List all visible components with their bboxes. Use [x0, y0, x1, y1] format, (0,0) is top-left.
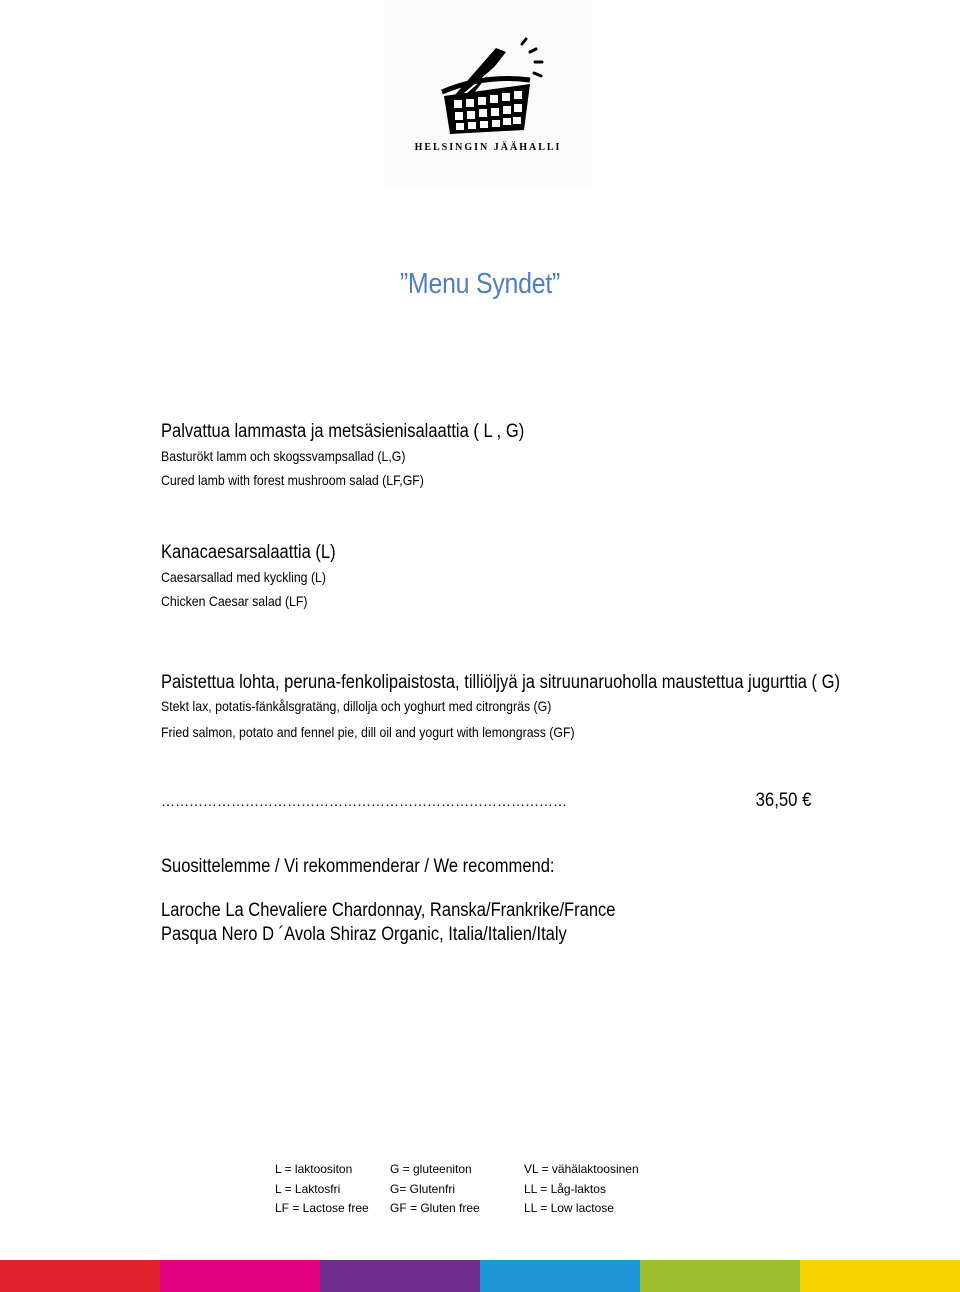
legend-item: LL = Låg-laktos	[524, 1181, 606, 1196]
price-dots: ……………………………………………………………………………	[161, 793, 567, 809]
legend-row	[275, 1200, 664, 1220]
course-name-fi: Paistettua lohta, peruna-fenkolipaistosta, tilliöljyä ja sitruunaruoholla maustettua jugurttia ( G)	[161, 672, 841, 693]
legend-item: L = laktoositon	[275, 1162, 353, 1176]
piano-arena-logo-icon	[384, 0, 592, 186]
legend-item: GF = Gluten free	[390, 1201, 480, 1215]
price-line	[161, 786, 811, 816]
legend-row	[275, 1161, 664, 1181]
price-value: 36,50 €	[755, 790, 811, 811]
color-stripe	[480, 1260, 640, 1292]
legend-item: VL = vähälaktoosinen	[524, 1162, 639, 1176]
color-stripe-bar	[0, 1260, 960, 1292]
course-chicken	[161, 541, 921, 613]
legend-item: G= Glutenfri	[390, 1181, 456, 1196]
color-stripe	[0, 1260, 160, 1292]
course-name-en: Fried salmon, potato and fennel pie, dill oil and yogurt with lemongrass (GF)	[161, 724, 575, 740]
color-stripe	[640, 1260, 800, 1292]
allergen-legend	[275, 1161, 664, 1220]
menu-title: ”Menu Syndet”	[399, 268, 561, 300]
wine-list	[161, 899, 616, 947]
course-salmon	[161, 671, 921, 744]
course-name-sv: Stekt lax, potatis-fänkålsgratäng, dillolja och yoghurt med citrongräs (G)	[161, 698, 552, 714]
color-stripe	[160, 1260, 320, 1292]
legend-item: LL = Low lactose	[524, 1201, 614, 1215]
course-name-en: Cured lamb with forest mushroom salad (LF,GF)	[161, 472, 424, 488]
legend-item: G = gluteeniton	[390, 1162, 472, 1176]
legend-row	[275, 1181, 664, 1201]
course-lamb	[161, 420, 921, 492]
course-name-en: Chicken Caesar salad (LF)	[161, 593, 308, 609]
recommend-heading: Suosittelemme / Vi rekommenderar / We recommend:	[161, 856, 555, 877]
legend-item: L = Laktosfri	[275, 1181, 341, 1196]
svg-text:HELSINGIN JÄÄHALLI: HELSINGIN JÄÄHALLI	[414, 142, 562, 153]
color-stripe	[320, 1260, 480, 1292]
course-name-sv: Basturökt lamm och skogssvampsallad (L,G)	[161, 448, 406, 464]
course-name-sv: Caesarsallad med kyckling (L)	[161, 569, 327, 585]
course-name-fi: Kanacaesarsalaattia (L)	[161, 542, 336, 563]
color-stripe	[800, 1260, 960, 1292]
wine-item: Laroche La Chevaliere Chardonnay, Ranska/Frankrike/France	[161, 900, 616, 921]
logo	[384, 0, 592, 186]
course-name-fi: Palvattua lammasta ja metsäsienisalaattia ( L , G)	[161, 421, 525, 442]
legend-item: LF = Lactose free	[275, 1201, 369, 1215]
wine-item: Pasqua Nero D ´Avola Shiraz Organic, Italia/Italien/Italy	[161, 924, 567, 945]
